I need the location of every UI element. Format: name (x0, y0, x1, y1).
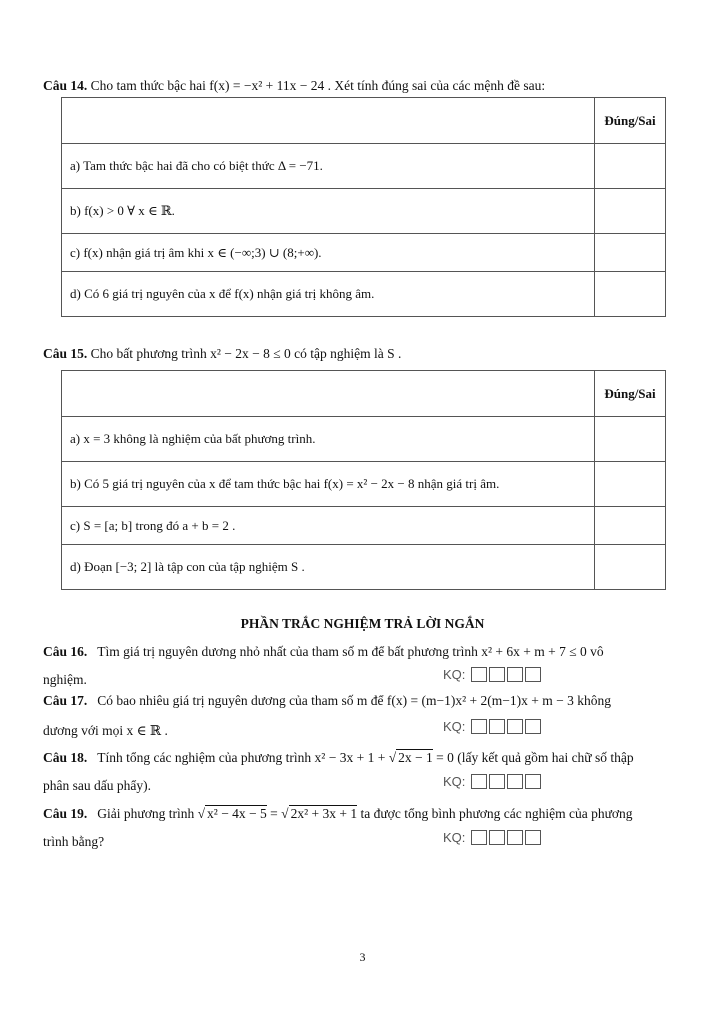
answer-box[interactable] (507, 719, 523, 734)
q19-block (43, 806, 683, 850)
kq-label: KQ: (443, 667, 466, 682)
q14-answer-a[interactable] (595, 144, 666, 189)
q18-text-a: Tính tổng các nghiệm của phương trình x² − 3x + 1 + (97, 750, 389, 765)
q15-row-b: b) Có 5 giá trị nguyên của x để tam thức bậc hai f(x) = x² − 2x − 8 nhận giá trị âm. (62, 462, 595, 507)
q16-block (43, 644, 683, 688)
q19-line1 (43, 806, 683, 822)
q16-label: Câu 16. (43, 644, 88, 659)
answer-box[interactable] (471, 719, 487, 734)
q15-answer-b[interactable] (595, 462, 666, 507)
q14-row-a: a) Tam thức bậc hai đã cho có biệt thức Δ = −71. (62, 144, 595, 189)
q17-text-line2: dương với mọi x ∈ ℝ . (43, 723, 168, 738)
q15-answer-d[interactable] (595, 545, 666, 590)
answer-box[interactable] (525, 830, 541, 845)
answer-box[interactable] (489, 667, 505, 682)
table-row (62, 507, 666, 545)
q14-answer-b[interactable] (595, 189, 666, 234)
q15-row-d: d) Đoạn [−3; 2] là tập con của tập nghiệm S . (62, 545, 595, 590)
q14-label: Câu 14. (43, 78, 88, 93)
q17-label: Câu 17. (43, 693, 88, 708)
q18-line1 (43, 750, 683, 766)
q19-text-b: ta được tổng bình phương các nghiệm của phương (357, 806, 633, 821)
q15-label: Câu 15. (43, 346, 88, 361)
answer-box[interactable] (525, 719, 541, 734)
kq-label: KQ: (443, 774, 466, 789)
q17-line1 (43, 693, 683, 709)
answer-box[interactable] (471, 774, 487, 789)
q18-sqrt: 2x − 1 (398, 750, 433, 765)
table-row (62, 545, 666, 590)
q18-label: Câu 18. (43, 750, 88, 765)
answer-box[interactable] (507, 830, 523, 845)
table-header-dung-sai: Đúng/Sai (595, 371, 666, 417)
q15-row-c: c) S = [a; b] trong đó a + b = 2 . (62, 507, 595, 545)
q19-sqrt2: 2x² + 3x + 1 (290, 806, 358, 821)
answer-box[interactable] (525, 774, 541, 789)
table-row (62, 417, 666, 462)
q14-answer-d[interactable] (595, 272, 666, 317)
table-header-statement (62, 98, 595, 144)
answer-box[interactable] (489, 830, 505, 845)
q16-text-line2: nghiệm. (43, 672, 87, 687)
answer-box[interactable] (471, 667, 487, 682)
page-number: 3 (359, 950, 366, 964)
table-row (62, 272, 666, 317)
table-row (62, 462, 666, 507)
q19-label: Câu 19. (43, 806, 88, 821)
answer-box[interactable] (489, 774, 505, 789)
q14-row-c: c) f(x) nhận giá trị âm khi x ∈ (−∞;3) ∪ (8;+∞). (62, 234, 595, 272)
table-row (62, 144, 666, 189)
q19-answer-boxes[interactable] (443, 830, 541, 845)
table-header-dung-sai: Đúng/Sai (595, 98, 666, 144)
q16-answer-boxes[interactable] (443, 667, 541, 682)
q17-text-line1: Có bao nhiêu giá trị nguyên dương của tham số m để f(x) = (m−1)x² + 2(m−1)x + m − 3 không (97, 693, 611, 708)
q14-text: Cho tam thức bậc hai f(x) = −x² + 11x − 24 . Xét tính đúng sai của các mệnh đề sau: (90, 78, 546, 93)
kq-label: KQ: (443, 830, 466, 845)
q19-equals: = (266, 806, 282, 821)
q14-row-b: b) f(x) > 0 ∀ x ∈ ℝ. (62, 189, 595, 234)
q19-sqrt1: x² − 4x − 5 (207, 806, 267, 821)
q14-answer-c[interactable] (595, 234, 666, 272)
q18-answer-boxes[interactable] (443, 774, 541, 789)
q15-answer-c[interactable] (595, 507, 666, 545)
answer-box[interactable] (489, 719, 505, 734)
answer-box[interactable] (507, 667, 523, 682)
q15-row-a: a) x = 3 không là nghiệm của bất phương trình. (62, 417, 595, 462)
sqrt-symbol: √ (388, 750, 397, 765)
sqrt-symbol: √ (197, 806, 206, 821)
q18-text-b: = 0 (lấy kết quả gồm hai chữ số thập (432, 750, 634, 765)
q14-prompt (43, 78, 545, 94)
q17-block (43, 693, 683, 739)
answer-box[interactable] (507, 774, 523, 789)
q14-row-d: d) Có 6 giá trị nguyên của x để f(x) nhận giá trị không âm. (62, 272, 595, 317)
table-header-row (62, 98, 666, 144)
q18-block (43, 750, 683, 794)
sqrt-symbol: √ (281, 806, 289, 821)
q14-table (61, 97, 666, 317)
q16-line1 (43, 644, 683, 660)
answer-box[interactable] (471, 830, 487, 845)
table-header-row (62, 371, 666, 417)
q19-text-line2: trình bằng? (43, 834, 105, 849)
table-row (62, 189, 666, 234)
q18-text-line2: phân sau dấu phẩy). (43, 778, 151, 793)
q19-text-a: Giải phương trình (97, 806, 198, 821)
q15-answer-a[interactable] (595, 417, 666, 462)
q15-text: Cho bất phương trình x² − 2x − 8 ≤ 0 có tập nghiệm là S . (90, 346, 402, 361)
q16-text-line1: Tìm giá trị nguyên dương nhỏ nhất của tham số m để bất phương trình x² + 6x + m + 7 ≤ 0 vô (97, 644, 604, 659)
q15-table (61, 370, 666, 590)
table-header-statement (62, 371, 595, 417)
answer-box[interactable] (525, 667, 541, 682)
section-title: PHẦN TRẮC NGHIỆM TRẢ LỜI NGẮN (240, 616, 485, 631)
q17-answer-boxes[interactable] (443, 719, 541, 734)
q15-prompt (43, 346, 401, 362)
table-row (62, 234, 666, 272)
kq-label: KQ: (443, 719, 466, 734)
